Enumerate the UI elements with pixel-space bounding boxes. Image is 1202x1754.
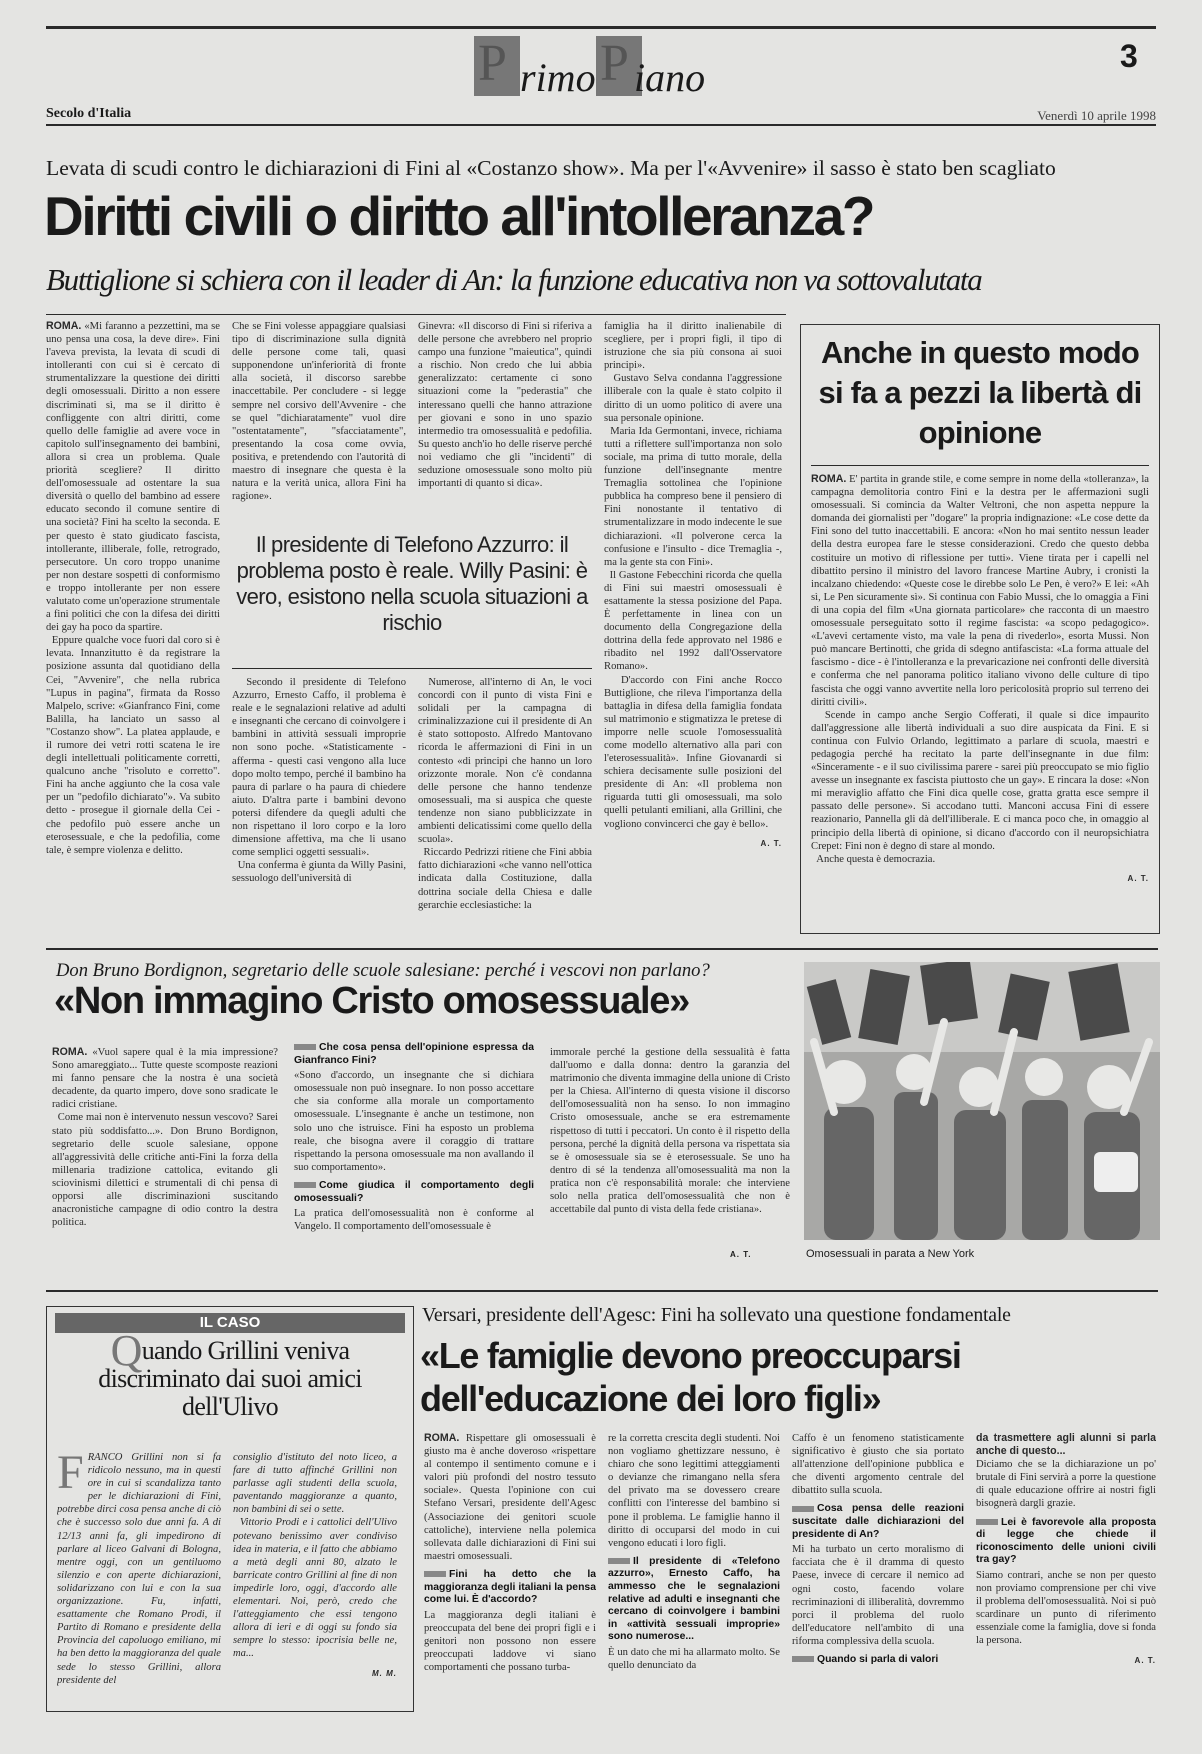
cristo-col3-text: immorale perché la gestione della sessualità è fatta dall'uomo e dalla donna: dentro la garanzia del matrimonio che diventa immagine della unione di Cristo per la Chiesa. All'interno di questa visione il discorso dell'omosessualità non ha senso. Io non immagino Cristo omosessuale, anche se era estremamente rispettoso di tutti i peccatori. Un conto è il rispetto della persona, perché la dignità della persona va rispettata sia se è omosessuale sia se è eterosessuale. Se uno ha dentro di sé la tendenza all'omosessualità ma non la pratica non c'è responsabilità morale: che interviene solo nella pratica dell'omosessualità che non è accettabile dal punto di vista della fede cristiana». (550, 1047, 790, 1216)
parade-photo-illustration (804, 962, 1160, 1240)
section-title (474, 36, 734, 100)
lead-col2-text: Che se Fini volesse appaggiare qualsiasi tipo di discriminazione sulla dignità delle persone come tali, quasi supponendone un'inferiorità di fronte alla società, il discorso sarebbe inaccettabile. Per concludere - si legge sempre nel corsivo dell'Avvenire - che se quel "dichiaratamente" vuol dire "ostentatamente", "sfacciatamente", presentando la cosa come ovvia, positiva, e pretendendo con l'autorità di maestro di insegnare che questa è la natura e la verità unica, allora Fini ha ragione». (232, 321, 406, 503)
famiglie-question-1: Fini ha detto che la maggioranza degli italiani la pensa come lui. È d'accordo? (424, 1568, 596, 1606)
lead-col4d-text: Il Gastone Febecchini ricorda che quella di Fini sui maestri omosessuali è esattamente la stessa posizione del Papa. È perfettamente in linea con un documento della Congregazione della dottrina della fede approvato nel 1986 e ribadito nel 1992 dall'Osservatore Romano». (604, 569, 782, 673)
cristo-answer-1: «Sono d'accordo, un insegnante che si dichiara omosessuale non può insegnare. Io non posso accettare che sia conforme alla morale un comportamento omosessuale. L'insegnante è anche un testimone, non solo uno che istruisce. Fini ha esposto un problema reale, che bisogna avere il coraggio di trattare rispettando la persona omosessuale ma non avallando il suo comportamento». (294, 1070, 534, 1173)
famiglie-answer-1: La maggioranza degli italiani è preoccupata del bene dei propri figli e i genitori non possono non essere preoccupati laddove vi siano comportamenti che possano turba- (424, 1609, 596, 1674)
lead-dateline: ROMA. (46, 320, 82, 332)
cristo-question-2: Come giudica il comportamento degli omosessuali? (294, 1179, 534, 1204)
famiglie-question-4-continued: da trasmettere agli alunni si parla anche di questo... (976, 1432, 1156, 1458)
telefono-col2b-text: Riccardo Pedrizzi ritiene che Fini abbia fatto dichiarazioni «che vanno nell'ottica indicata dalla Costituzione, dalla dottrina sociale della Chiesa e dalle gerarchie ecclesiastiche: la (418, 847, 592, 911)
lead-column-2 (232, 320, 406, 512)
section-divider-1 (46, 948, 1158, 950)
cristo-headline: «Non immagino Cristo omosessuale» (54, 980, 689, 1022)
lead-col4e-text: D'accordo con Fini anche Rocco Buttiglione, che rileva l'importanza della battaglia in difesa della famiglia fondata sul matrimonio e stigmatizza le pretese di imporre nelle scuole l'omosessualità come modello alternativo alla pari con l'eterosessualità». Infine Giovanardi si schiera decisamente sulle posizioni del presidente di An: «Il problema non riguarda tutti gli omosessuali, ma solo quelli petulanti emiliani, alla Grillini, che vogliono convincerci che gay è bello». (604, 674, 782, 830)
liberta-dateline: ROMA. (811, 473, 847, 485)
section-title-initial-p: P (478, 35, 507, 92)
lead-col1b-text: Eppure qualche voce fuori dal coro si è levata. Innanzitutto è da registrare la posizione assunta dal quotidiano della Cei, "Avvenire", che nella rubrica "Lupus in pagina", firmata da Rosso Malpelo, scrive: «Gianfranco Fini, come Balilla, ha lanciato un sasso al "Costanzo show". La platea applaude, e il rumore dei vetri rotti scatena le ire degli intellettuali politicamente corretti, qualcuno anche "risoluto e corretto". Fini ha anche aggiunto che la cosa vale per un "pedofilo dichiarato"». Va subito detto - prosegue il giornale della Cei - che pedofilo può essere anche un eterosessuale, e che la pedofilia, come tale, è sempre violenza e delitto. (46, 635, 220, 856)
masthead: Secolo d'Italia (46, 106, 132, 121)
telefono-column-2 (418, 676, 592, 922)
liberta-rule (811, 465, 1149, 466)
famiglie-dateline: ROMA. (424, 1432, 460, 1444)
liberta-signature: A. T. (1127, 873, 1149, 883)
caso-column-1 (57, 1451, 221, 1703)
cristo-column-2 (294, 1042, 534, 1264)
issue-date: Venerdì 10 aprile 1998 (1037, 108, 1156, 123)
section-title-iano: iano (634, 55, 706, 100)
lead-rule (46, 314, 786, 315)
lead-column-4 (604, 320, 782, 920)
cristo-question-1: Che cosa pensa dell'opinione espressa da Gianfranco Fini? (294, 1042, 534, 1066)
page-number: 3 (1120, 38, 1138, 74)
famiglie-column-3 (792, 1432, 964, 1718)
section-title-rimo: rimo (520, 55, 596, 100)
lead-headline: Diritti civili o diritto all'intolleranza? (44, 185, 874, 247)
famiglie-answer-3: Mi ha turbato un certo moralismo di facciata che è il dramma di questo Paese, invece di cercare il nemico ad ogni costo, facendo volare recriminazioni di illiberalità, dovremmo porci il problema del ruolo dell'educatore nell'ambito di una riforma complessiva della scuola. (792, 1544, 964, 1647)
caso-col2b-text: Vittorio Prodi e i cattolici dell'Ulivo potevano benissimo aver condiviso idea in materia, e il fatto che abbiamo a metà degli anni 80, alzato le barricate contro Grillini al fine di non impedirle loro, oggi, d'accordo alle elementari. Noi, però, credo che l'atteggiamento che essi tengono allora di ieri e di oggi su fondo sia sempre lo stesso: ipocrisia belle ne, ma... (233, 1517, 397, 1660)
famiglie-signature: A. T. (1134, 1655, 1156, 1665)
liberta-body (811, 473, 1149, 925)
famiglie-kicker: Versari, presidente dell'Agesc: Fini ha sollevato una questione fondamentale (422, 1304, 1011, 1326)
famiglie-question-2: Il presidente di «Telefono azzurro», Ernesto Caffo, ha ammesso che le segnalazioni relative ad adulti e insegnanti che cercano di coinvolgere i bambini in «attività sessuali improprie» sono numerose... (608, 1555, 780, 1643)
caso-headline (55, 1326, 405, 1421)
cristo-signature: A. T. (730, 1250, 752, 1259)
telefono-col1-text: Secondo il presidente di Telefono Azzurro, Ernesto Caffo, il problema è reale e le segnalazioni relative ad adulti e insegnanti che cercano di coinvolgere i bambini in attività sessuali improprie non sono poche. «Statisticamente - afferma - questi casi vengono alla luce dopo molto tempo, perché il bambino ha paura di parlare o ha paura di chiedere aiuto. D'altra parte i bambini devono potersi difendere da quegli adulti che non rispettano il loro corpo e la loro dimensione affettiva, ma che li usano come semplici oggetti sessuali». (232, 677, 406, 859)
caso-drop-cap: F (57, 1451, 84, 1499)
top-rule (46, 26, 1156, 29)
lead-col4c-text: Maria Ida Germontani, invece, richiama tutti a riflettere sull'importanza non solo sociale, ma prima di tutto morale, della funzione dell'insegnante mentre Tremaglia sottolinea che l'opinione pubblica ha compreso bene il pensiero di Fini nonostante il tentativo di strumentalizzare in modo indecente le sue dichiarazioni. «Il polverone cerca la confusione e l'insulto - dice Tremaglia -, ma la gente sta con Fini». (604, 425, 782, 568)
famiglie-question-5: Lei è favorevole alla proposta di legge che chiede il riconoscimento delle unioni civili tra gay? (976, 1516, 1156, 1566)
caso-col2-text: consiglio d'istituto del noto liceo, a fare di tutto affinché Grillini non parlasse agli studenti della scuola, paventando maggioranze a quanto, non bambini di sei o sette. (233, 1452, 397, 1516)
lead-col1-text: «Mi faranno a pezzettini, ma se uno pensa una cosa, la deve dire». Fini l'aveva prevista, la levata di scudi di intolleranti con cui si è cercato di strumentalizzare la questione dei diritti degli omosessuali. Diritto a non essere discriminati sì, ma se il diritto è confliggente con altri diritti, come quello delle famiglie ad avere voce in capitolo sull'insegnamento dei bambini, allora si crea un problema. Quale priorità scegliere? Il diritto dell'omosessuale ad ostentare la sua diversità o quello del bambino ad essere educato secondo il comune sentire di una società? Fini ha scelto la seconda. E per questo è stato giudicato fascista, intollerante, illiberale, folle, retrogrado, persecutore. Un coro troppo unanime per non destare sospetti di conformismo e troppo intollerante per non essere valutato come un'operazione strumentale a fini politici che con la difesa dei diritti dei gay ha poco da spartire. (46, 321, 220, 634)
famiglie-question-4: Quando si parla di valori (792, 1654, 964, 1667)
famiglie-headline: «Le famiglie devono preoccuparsi dell'educazione dei loro figli» (420, 1335, 961, 1419)
famiglie-answer-4: Diciamo che se la dichiarazione un po' brutale di Fini servirà a porre la questione di quale educazione offrire ai nostri figli bisognerà dargli grazie. (976, 1459, 1156, 1510)
cristo-col1-text: «Vuol sapere qual è la mia impressione? Sono amareggiato... Tutte queste scomposte reazioni mi fanno pensare che la nostra è una società decadente, da quarto impero, dove sono sradicate le radici cristiane. (52, 1047, 278, 1111)
header-rule (46, 124, 1156, 126)
lead-col4-text: famiglia ha il diritto inalienabile di scegliere, per i propri figli, il tipo di istruzione che sia più consona ai suoi principi». (604, 321, 782, 372)
famiglie-col3-text: Caffo è un fenomeno statisticamente significativo è giusto che sia portato all'attenzione dell'opinione pubblica e che diventi argomento centrale del dibattito sulla scuola. (792, 1433, 964, 1497)
parade-photo (804, 962, 1160, 1240)
telefono-col1b-text: Una conferma è giunta da Willy Pasini, sessuologo dell'università di (232, 860, 406, 885)
famiglie-column-4 (976, 1432, 1156, 1718)
telefono-rule (232, 668, 592, 669)
cristo-answer-2: La pratica dell'omosessualità non è conforme al Vangelo. Il comportamento dell'omosessuale è (294, 1208, 534, 1233)
liberta-box (800, 324, 1160, 934)
famiglie-column-2 (608, 1432, 780, 1718)
telefono-column-1 (232, 676, 406, 922)
lead-column-3 (418, 320, 592, 512)
caso-col1-text: RANCO Grillini non si fa ridicolo nessuno, ma in questi ore in cui si scandalizza tanto per le dichiarazioni di Fini, potrebbe dirci cosa pensa anche di ciò che è successo solo due anni fa. A di 12/13 anni fa, gli impedirono di parlare al liceo Galvani di Bologna, mentre oggi, con un gentiluomo silenzio e con aperte dichiarazioni, solidarizzano con lui e con la sua organizzazione. Fu, infatti, esattamente che Romano Prodi, il Partito di Romano e presidente della Provincia del capoluogo emiliano, mi ha ben detto la maggioranza del quale sede lo stesso Grillini, allora presidente del (57, 1452, 221, 1686)
caso-signature: M. M. (372, 1668, 397, 1678)
lead-subhead: Buttiglione si schiera con il leader di An: la funzione educativa non va sottovalutata (46, 262, 982, 297)
liberta-headline: Anche in questo modo si fa a pezzi la libertà di opinione (818, 335, 1142, 450)
lead-col4b-text: Gustavo Selva condanna l'aggressione illiberale con la quale è stato colpito il diritto di un uomo politico di avere una sua personale opinione. (604, 373, 782, 424)
section-title-initial-p2: P (600, 35, 629, 92)
cristo-col1b-text: Come mai non è intervenuto nessun vescovo? Sarei stato più soddisfatto...». Don Bruno Bordignon, segretario delle scuole salesiane, oppone all'aggressività delle critiche anti-Fini la forza della millenaria tradizione cattolica, evitando gli sciovinismi dilettici e strumentali di chi pensa di opporsi alle discriminazioni suscitando anacronistiche campagne di odio contro la destra politica. (52, 1112, 278, 1229)
lead-column-1 (46, 320, 220, 920)
famiglie-answer-5: Siamo contrari, anche se non per questo non proviamo comprensione per chi vive il problema dell'omosessualità. Noi si può scardinare un punto di riferimento essenziale come la famiglia, dove si fonda la persona. (976, 1569, 1156, 1647)
cristo-kicker: Don Bruno Bordignon, segretario delle scuole salesiane: perché i vescovi non parlano? (56, 960, 710, 981)
telefono-headline: Il presidente di Telefono Azzurro: il problema posto è reale. Willy Pasini: è vero, esistono nella scuola situazioni a rischio (236, 532, 588, 635)
section-divider-2 (46, 1290, 1158, 1292)
caso-column-2 (233, 1451, 397, 1703)
famiglie-col2-text: re la corretta crescita degli studenti. Noi non vogliamo ghettizzare nessuno, è chiaro che sono legittimi atteggiamenti o devianze che rimangano nella sfera del privato ma se dovessero creare conflitti con l'interesse del bambino si pone il problema. Le famiglie hanno il diritto di occuparsi del modo in cui vengono educati i loro figli. (608, 1433, 780, 1549)
caso-headline-text: uando Grillini veniva discriminato dai suoi amici dell'Ulivo (98, 1336, 362, 1421)
lead-signature: A. T. (760, 838, 782, 848)
liberta-body2-text: Scende in campo anche Sergio Cofferati, il quale si dice impaurito dall'aggressione alle libertà individuali a suo dire auspicata da Fini. E si continua con Fulvio Orlando, legittimato a parlare di scuola, maestri e pedagogia perché ha recitato la parte dell'insegnante in due film: «Sinceramente - e il suo civilissima parere - sarei più preoccupato se mio figlio avesse un insegnante ex fascista piuttosto che un gay». E rincara la dose: «Non mi meraviglio affatto che Fini dica quelle cose, gratta gratta esce sempre il passato delle persone». Si accodano tutti. Manconi accusa Fini di essere reazionario, Pannella gli dà dell'illiberale. E ci manca poco che, in omaggio al principio della libertà di opinione, si dicano d'accordo con il neuropsichiatra Crepet: Fini non è degno di stare al mondo. (811, 709, 1149, 852)
cristo-column-1 (52, 1046, 278, 1264)
lead-kicker: Levata di scudi contro le dichiarazioni di Fini al «Costanzo show». Ma per l'«Avvenire» il sasso è stato ben scagliato (46, 156, 1056, 180)
famiglie-col1-text: Rispettare gli omosessuali è giusto ma è anche doveroso «rispettare al contempo il sentimento comune e i valori più profondi del nostro tessuto sociale». Questa l'opinione con cui Stefano Versari, presidente dell'Agesc (Associazione dei genitori scuole cattoliche), interviene nella polemica sollevata dalle dichiarazioni di Fini sui maestri omosessuali. (424, 1433, 596, 1562)
famiglie-question-3: Cosa pensa delle reazioni suscitate dalle dichiarazioni del presidente di An? (792, 1503, 964, 1540)
caso-headline-initial: Q (110, 1326, 142, 1375)
cristo-dateline: ROMA. (52, 1046, 88, 1058)
famiglie-answer-2: È un dato che mi ha allarmato molto. Se quello denunciato da (608, 1647, 780, 1672)
cristo-column-3 (550, 1046, 790, 1264)
liberta-body-text: E' partita in grande stile, e come sempre in nome della «tolleranza», la campagna demolitoria contro Fini e la destra per le affermazioni sugli omosessuali. Si comincia da Walter Veltroni, che non aspetta neppure la domanda dei giornalisti per "dogare" la propria indignazione: «Le cose dette da Fini sono del tutto inaccettabili. E ancora: «Non ho mai sentito nessun leader della destra europea fare le stesse considerazioni. Credo che questo debba costituire un motivo di riflessione per tutti». Viene tirata per i capelli nel dibattito persino il ministro del lavoro francese Martine Aubry, i cronisti la incalzano chiedendo: «Queste cose le direbbe solo Le Pen, è vero?» E lei: «Ah sì, Le Pen sicuramente sì». Si continua con Fabio Mussi, che lo omaggia a Fini di una copia del film «Una giornata particolare» che racconta di un maestro omosessuale perseguitato sotto il regime fascista: «a scopo pedagogico». «L'avevi certamente visto, ma vale la pena di rivederlo», esorta Mussi. Non può mancare Bertinotti, che grida di sdegno antifascista: «La forma attuale del fascismo - dice - è l'intolleranza e la prevaricazione nei confronti delle diversità e conferma che nel panorama politico italiano vivono delle culture di tipo fascista che oggi vanno avvertite nella loro pericolosità proprio sul terreno dei diritti civili». (811, 474, 1149, 708)
famiglie-column-1 (424, 1432, 596, 1718)
liberta-body3-text: Anche questa è democrazia. (816, 853, 936, 865)
lead-col3-text: Ginevra: «Il discorso di Fini si riferiva a delle persone che avrebbero nel proprio campo una funzione "maieutica", quindi a rischio. Non credo che lui abbia generalizzato: certamente ci sono situazioni come la "pederastia" che interessano quelli che hanno attrazione per giovani e sono in uno spazio intermedio tra omosessualità e pedofilia. Su questo anch'io ho delle riserve perché noi vediamo che gli "incidenti" di seduzione omosessuale sono molto più importanti di quanto si dica». (418, 321, 592, 490)
photo-caption: Omosessuali in parata a New York (806, 1248, 975, 1260)
telefono-col2-text: Numerose, all'interno di An, le voci concordi con il punto di vista Fini e solidali per la campagna di criminalizzazione cui il presidente di An è stato sottoposto. Alfredo Mantovano ricorda le affermazioni di Fini in un contesto «di principi che hanno un loro orizzonte morale. Non c'è condanna delle persone che hanno tendenze omosessuali, ma si auspica che queste tendenze non siano pubblicizzate in ambienti delicatissimi come quello della scuola». (418, 677, 592, 846)
caso-box (46, 1306, 414, 1712)
caso-label: IL CASO (55, 1313, 405, 1333)
